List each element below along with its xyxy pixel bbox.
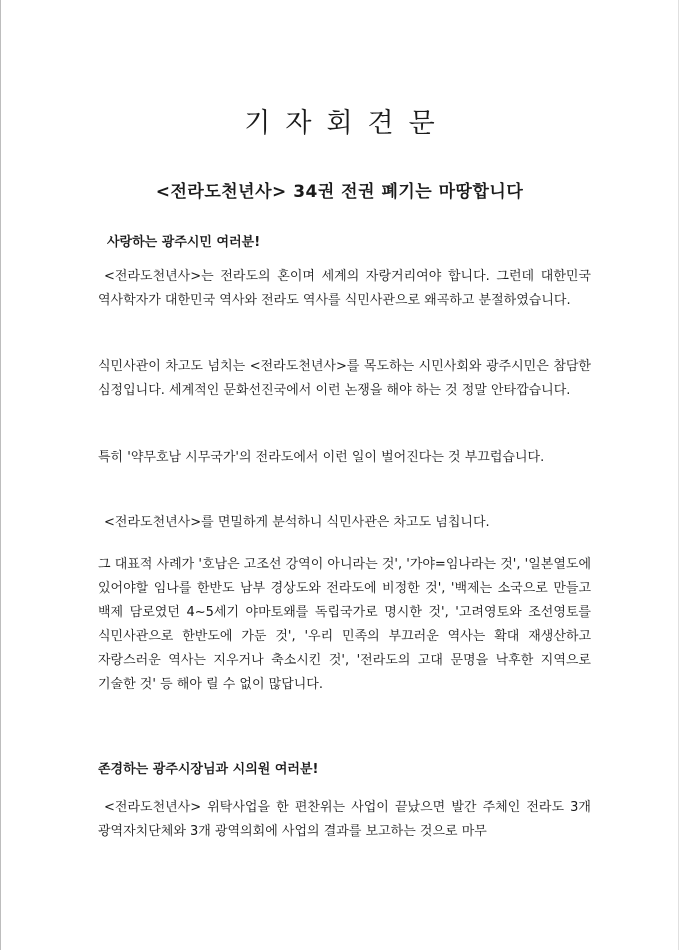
paragraph-3: 특히 '약무호남 시무국가'의 전라도에서 이런 일이 벌어진다는 것 부끄럽습니다. bbox=[98, 450, 545, 465]
paragraph-6: <전라도천년사> 위탁사업을 한 편찬위는 사업이 끝났으면 발간 주체인 전라도 3개 광역자치단체와 3개 광역의회에 사업의 결과를 보고하는 것으로 마무 bbox=[98, 800, 591, 839]
paragraph-4: <전라도천년사>를 면밀하게 분석하니 식민사관은 차고도 넘칩니다. bbox=[104, 515, 490, 530]
greeting-citizens: 사랑하는 광주시민 여러분! bbox=[107, 235, 261, 250]
document-title: 기자회견문 bbox=[244, 108, 450, 139]
greeting-mayor-council: 존경하는 광주시장님과 시의원 여러분! bbox=[98, 762, 319, 777]
paragraph-5: 그 대표적 사례가 '호남은 고조선 강역이 아니라는 것', '가야=임나라는 것', '일본열도에 있어야할 임나를 한반도 남부 경상도와 전라도에 비정한 것', '백제는 소국으로 만들고 백제 담로였던 4~5세기 야마토왜를 독립국가로 명시한 것', '고려영토와 조선영토를 식민사관으로 한반도에 가둔 것', '우리 민족의 부끄러운 역사는 확대 재생산하고 자랑스러운 역사는 지우거나 축소시킨 것', '전라도의 고대 문명을 낙후한 지역으로 기술한 것' 등 해아 릴 수 없이 많답니다. bbox=[98, 557, 591, 692]
document-headline: <전라도천년사> 34권 전권 폐기는 마땅합니다 bbox=[155, 182, 524, 202]
paragraph-1: <전라도천년사>는 전라도의 혼이며 세계의 자랑거리여야 합니다. 그런데 대한민국 역사학자가 대한민국 역사와 전라도 역사를 식민사관으로 왜곡하고 분절하였습니다. bbox=[98, 269, 591, 308]
paragraph-2: 식민사관이 차고도 넘치는 <전라도천년사>를 목도하는 시민사회와 광주시민은 참담한 심정입니다. 세계적인 문화선진국에서 이런 논쟁을 해야 하는 것 정말 안타깝습니다. bbox=[98, 359, 591, 398]
